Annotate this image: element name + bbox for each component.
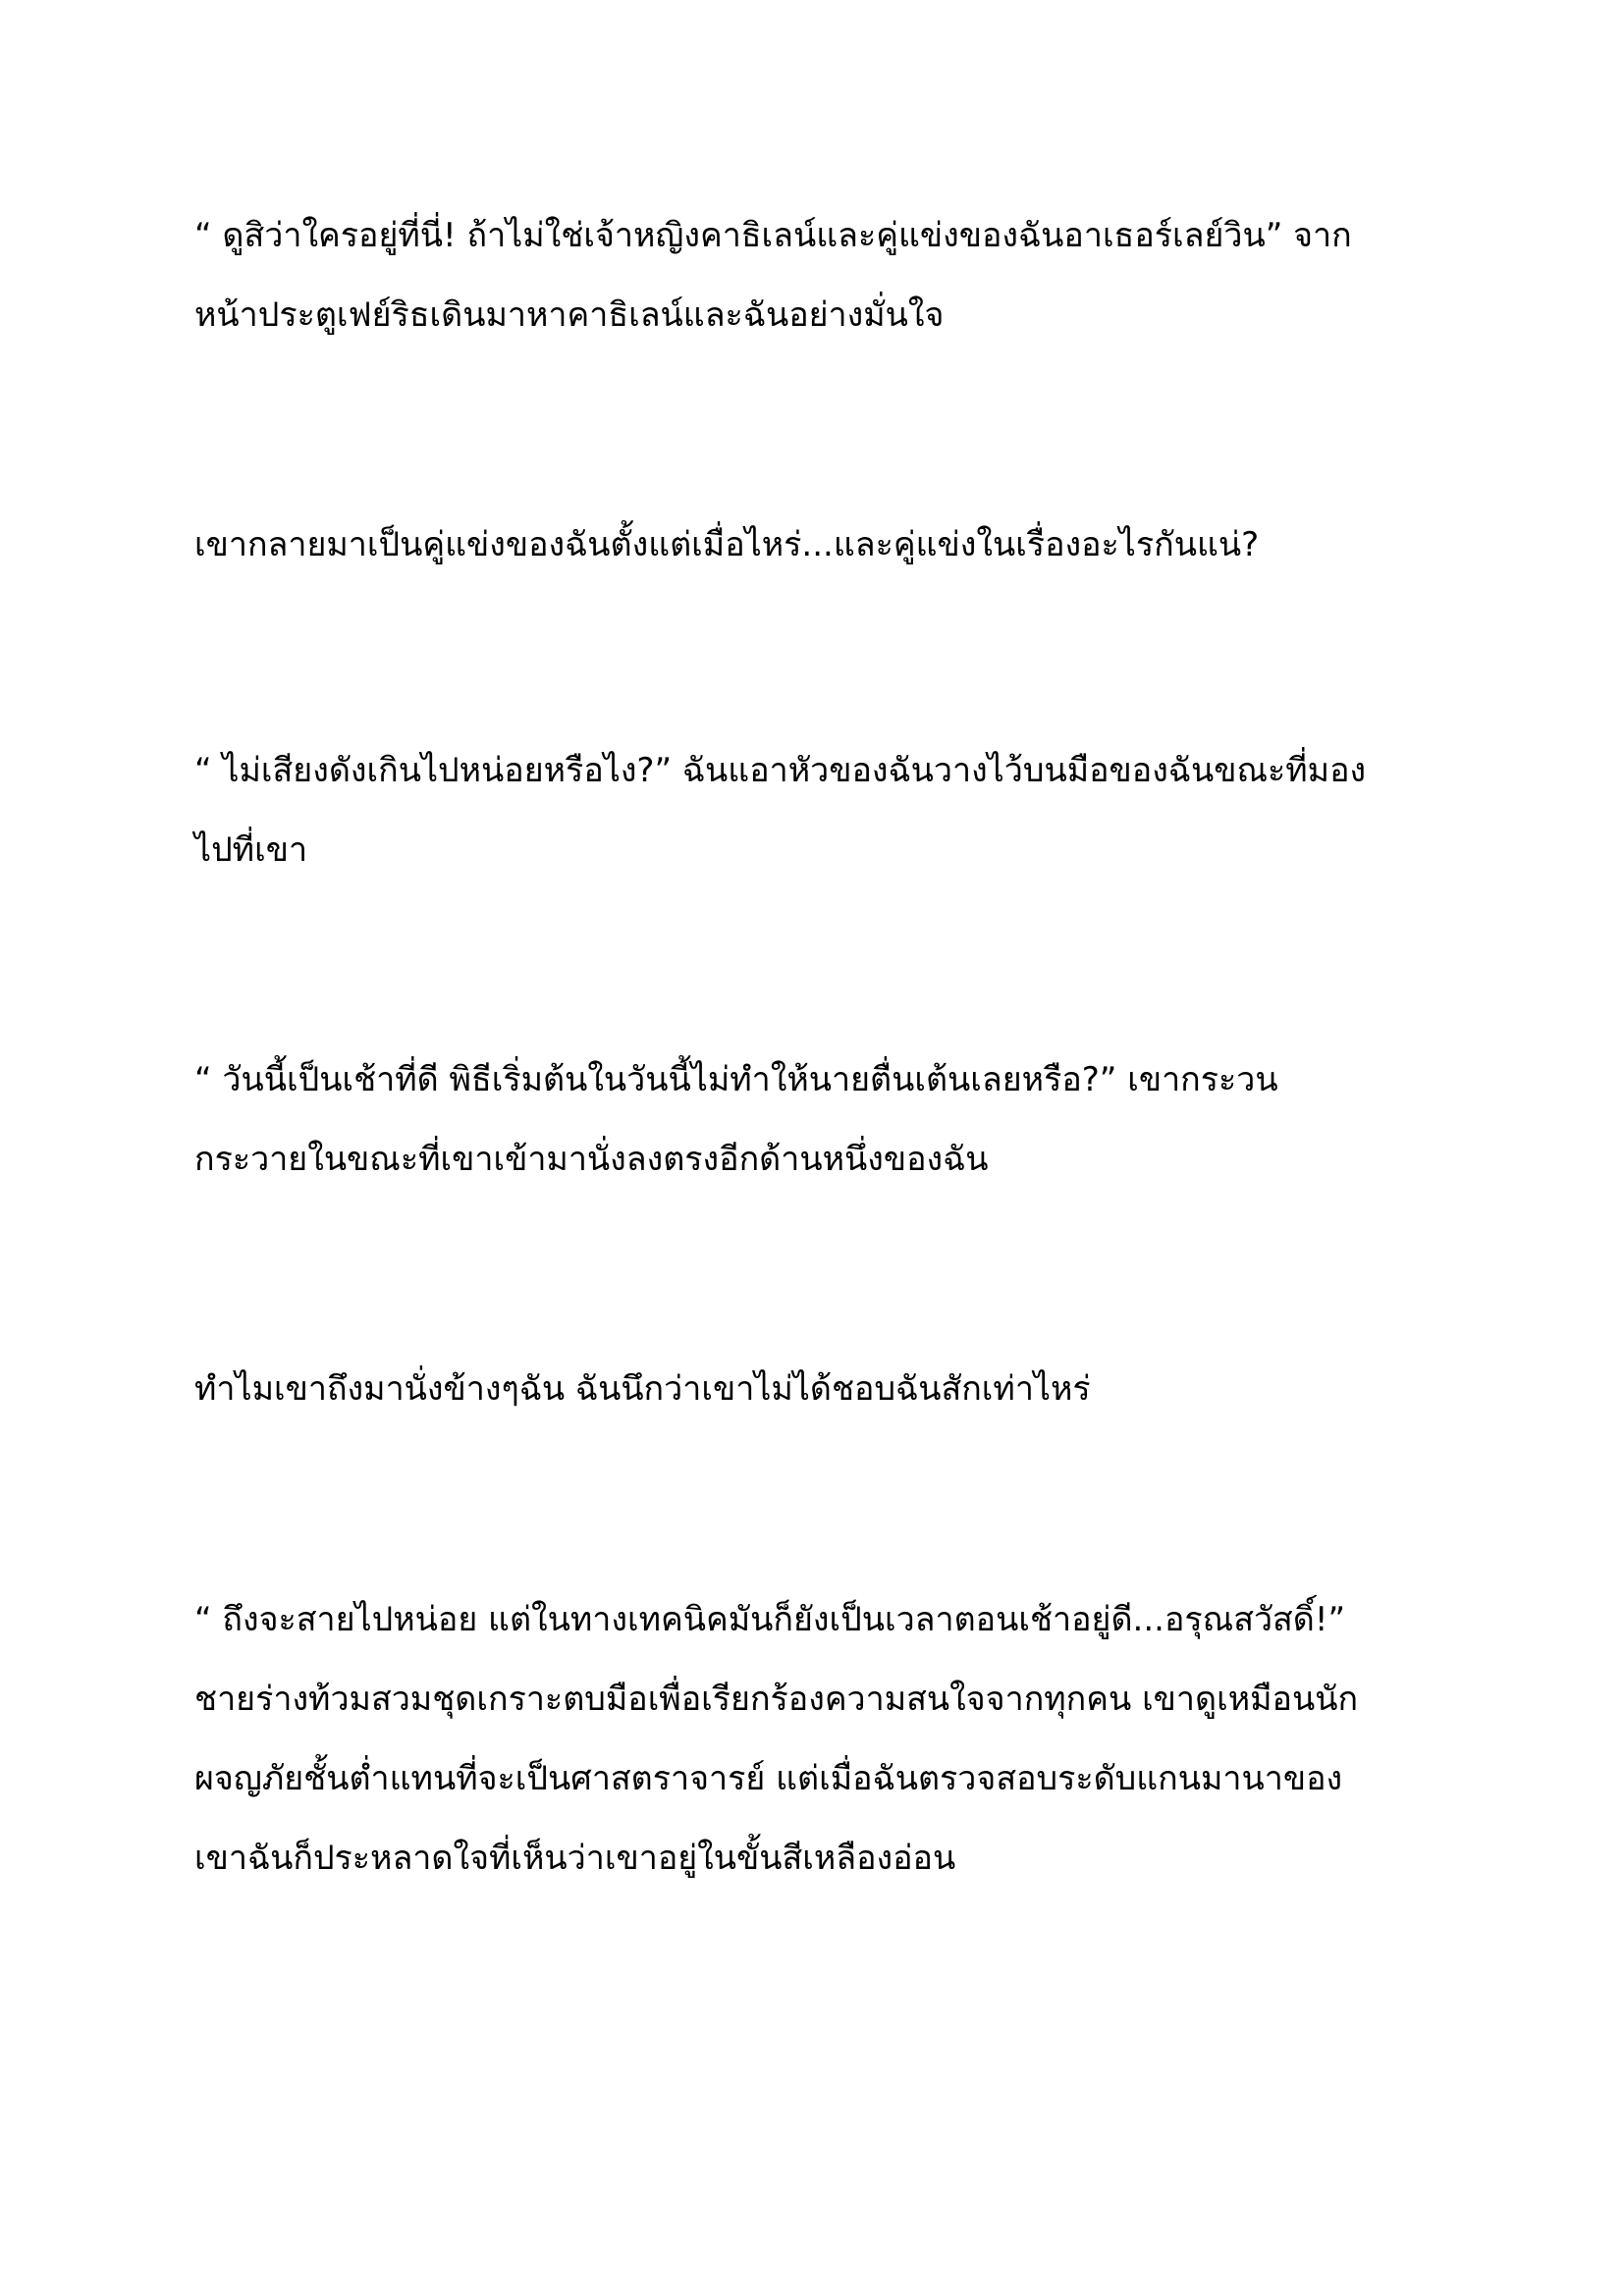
- paragraph-line: ชายร่างท้วมสวมชุดเกราะตบมือเพื่อเรียกร้องความสนใจจากทุกคน เขาดูเหมือนนัก: [194, 1680, 1359, 1719]
- paragraph-line: “ ถึงจะสายไปหน่อย แต่ในทางเทคนิคมันก็ยังเป็นเวลาตอนเช้าอยู่ดี...อรุณสวัสดิ์!”: [194, 1600, 1346, 1639]
- paragraph-greeting: [194, 196, 1441, 355]
- paragraph-line: “ วันนี้เป็นเช้าที่ดี พิธีเริ่มต้นในวันนี้ไม่ทำให้นายตื่นเต้นเลยหรือ?” เขากระวน: [194, 1060, 1278, 1099]
- paragraph-rival-question: [194, 506, 1441, 585]
- paragraph-line: ผจญภัยชั้นต่ำแทนที่จะเป็นศาสตราจารย์ แต่เมื่อฉันตรวจสอบระดับแกนมานาของ: [194, 1759, 1343, 1798]
- paragraph-too-loud: [194, 731, 1441, 890]
- paragraph-line: หน้าประตูเฟย์ริธเดินมาหาคาธิเลน์และฉันอย่างมั่นใจ: [194, 295, 945, 335]
- paragraph-line: เขาฉันก็ประหลาดใจที่เห็นว่าเขาอยู่ในขั้นสีเหลืองอ่อน: [194, 1839, 956, 1878]
- paragraph-line: ทำไมเขาถึงมานั่งข้างๆฉัน ฉันนึกว่าเขาไม่ได้ชอบฉันสักเท่าไหร่: [194, 1369, 1091, 1409]
- paragraph-professor: [194, 1580, 1441, 1898]
- paragraph-line: ไปที่เขา: [194, 830, 308, 870]
- paragraph-line: กระวายในขณะที่เขาเข้ามานั่งลงตรงอีกด้านหนึ่งของฉัน: [194, 1140, 989, 1179]
- paragraph-good-morning: [194, 1041, 1441, 1200]
- paragraph-line: “ ไม่เสียงดังเกินไปหน่อยหรือไง?” ฉันแอาหัวของฉันวางไว้บนมือของฉันขณะที่มอง: [194, 751, 1367, 790]
- paragraph-line: “ ดูสิว่าใครอยู่ที่นี่! ถ้าไม่ใช่เจ้าหญิงคาธิเลน์และคู่แข่งของฉันอาเธอร์เลย์วิน” จาก: [194, 216, 1352, 255]
- paragraph-line: เขากลายมาเป็นคู่แข่งของฉันตั้งแต่เมื่อไหร่...และคู่แข่งในเรื่องอะไรกันแน่?: [194, 525, 1260, 564]
- paragraph-why-sit: [194, 1350, 1441, 1429]
